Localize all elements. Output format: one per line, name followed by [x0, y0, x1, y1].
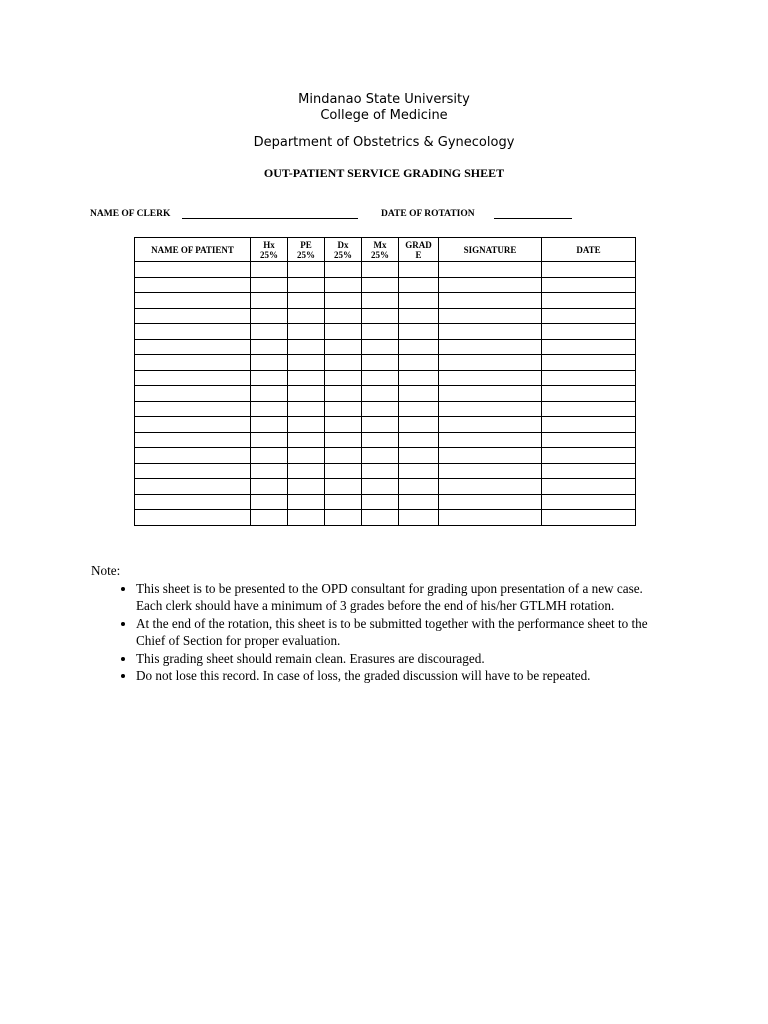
table-cell[interactable] — [362, 417, 399, 433]
table-cell[interactable] — [399, 510, 439, 526]
note-list — [91, 580, 671, 685]
table-cell[interactable] — [439, 293, 542, 309]
table-cell[interactable] — [399, 494, 439, 510]
table-cell[interactable] — [288, 277, 325, 293]
table-cell[interactable] — [288, 510, 325, 526]
table-cell[interactable] — [251, 370, 288, 386]
table-cell[interactable] — [439, 355, 542, 371]
table-cell[interactable] — [251, 308, 288, 324]
table-cell[interactable] — [362, 386, 399, 402]
table-cell[interactable] — [439, 494, 542, 510]
table-row — [135, 494, 636, 510]
table-cell[interactable] — [325, 479, 362, 495]
table-cell[interactable] — [542, 277, 636, 293]
table-cell[interactable] — [135, 386, 251, 402]
note-block — [91, 562, 671, 685]
table-cell[interactable] — [399, 479, 439, 495]
sheet-title: OUT-PATIENT SERVICE GRADING SHEET — [263, 166, 505, 180]
table-cell[interactable] — [325, 277, 362, 293]
table-cell[interactable] — [542, 401, 636, 417]
table-cell[interactable] — [439, 339, 542, 355]
table-cell[interactable] — [135, 432, 251, 448]
note-item: • At the end of the rotation, this sheet is to be submitted together with the performance sheet to the Chief of Section for proper evaluation. — [136, 615, 671, 650]
table-cell[interactable] — [288, 417, 325, 433]
clerk-name-blank[interactable] — [182, 218, 358, 219]
table-cell[interactable] — [288, 308, 325, 324]
table-row — [135, 293, 636, 309]
table-cell[interactable] — [325, 432, 362, 448]
table-cell[interactable] — [325, 339, 362, 355]
table-cell[interactable] — [542, 386, 636, 402]
table-cell[interactable] — [135, 355, 251, 371]
table-cell[interactable] — [325, 417, 362, 433]
table-cell[interactable] — [439, 432, 542, 448]
university-name: Mindanao State University — [298, 92, 470, 107]
table-cell[interactable] — [439, 463, 542, 479]
table-cell[interactable] — [251, 479, 288, 495]
table-cell[interactable] — [542, 324, 636, 340]
col-hx: Hx 25% — [251, 238, 288, 262]
table-cell[interactable] — [362, 370, 399, 386]
table-row — [135, 417, 636, 433]
table-cell[interactable] — [325, 293, 362, 309]
col-dx: Dx 25% — [325, 238, 362, 262]
table-row — [135, 339, 636, 355]
table-header-row — [135, 238, 636, 262]
table-cell[interactable] — [542, 262, 636, 278]
table-cell[interactable] — [439, 510, 542, 526]
clerk-name-label: NAME OF CLERK — [90, 209, 171, 219]
table-row — [135, 510, 636, 526]
table-cell[interactable] — [135, 324, 251, 340]
table-cell[interactable] — [439, 308, 542, 324]
table-cell[interactable] — [251, 463, 288, 479]
table-cell[interactable] — [325, 355, 362, 371]
col-grade: GRAD E — [399, 238, 439, 262]
table-cell[interactable] — [362, 479, 399, 495]
table-cell[interactable] — [439, 370, 542, 386]
table-cell[interactable] — [399, 277, 439, 293]
table-cell[interactable] — [251, 510, 288, 526]
table-cell[interactable] — [362, 339, 399, 355]
table-cell[interactable] — [288, 463, 325, 479]
table-cell[interactable] — [325, 401, 362, 417]
table-cell[interactable] — [399, 355, 439, 371]
table-cell[interactable] — [288, 494, 325, 510]
table-cell[interactable] — [325, 448, 362, 464]
table-cell[interactable] — [288, 293, 325, 309]
table-cell[interactable] — [439, 479, 542, 495]
col-signature: SIGNATURE — [439, 238, 542, 262]
table-cell[interactable] — [362, 324, 399, 340]
table-cell[interactable] — [251, 293, 288, 309]
table-cell[interactable] — [362, 401, 399, 417]
table-cell[interactable] — [288, 401, 325, 417]
table-cell[interactable] — [251, 339, 288, 355]
table-cell[interactable] — [399, 432, 439, 448]
table-cell[interactable] — [135, 417, 251, 433]
table-cell[interactable] — [135, 262, 251, 278]
table-cell[interactable] — [135, 339, 251, 355]
table-cell[interactable] — [135, 370, 251, 386]
table-cell[interactable] — [542, 308, 636, 324]
table-cell[interactable] — [362, 308, 399, 324]
table-cell[interactable] — [362, 277, 399, 293]
table-cell[interactable] — [251, 277, 288, 293]
table-cell[interactable] — [542, 293, 636, 309]
table-row — [135, 401, 636, 417]
table-cell[interactable] — [288, 370, 325, 386]
table-cell[interactable] — [439, 386, 542, 402]
table-cell[interactable] — [542, 463, 636, 479]
table-cell[interactable] — [362, 262, 399, 278]
table-cell[interactable] — [542, 448, 636, 464]
col-mx: Mx 25% — [362, 238, 399, 262]
table-cell[interactable] — [399, 262, 439, 278]
table-cell[interactable] — [542, 494, 636, 510]
table-cell[interactable] — [288, 262, 325, 278]
table-cell[interactable] — [135, 308, 251, 324]
table-cell[interactable] — [135, 494, 251, 510]
table-cell[interactable] — [288, 448, 325, 464]
note-item: • This grading sheet should remain clean. Erasures are discouraged. — [136, 650, 671, 668]
table-cell[interactable] — [399, 293, 439, 309]
table-row — [135, 324, 636, 340]
col-date: DATE — [542, 238, 636, 262]
table-row — [135, 370, 636, 386]
table-row — [135, 463, 636, 479]
table-cell[interactable] — [135, 510, 251, 526]
table-row — [135, 277, 636, 293]
table-cell[interactable] — [399, 324, 439, 340]
table-cell[interactable] — [135, 448, 251, 464]
table-cell[interactable] — [325, 370, 362, 386]
table-cell[interactable] — [288, 355, 325, 371]
table-cell[interactable] — [399, 386, 439, 402]
table-cell[interactable] — [362, 355, 399, 371]
table-cell[interactable] — [251, 401, 288, 417]
table-cell[interactable] — [362, 448, 399, 464]
table-cell[interactable] — [251, 417, 288, 433]
table-cell[interactable] — [362, 510, 399, 526]
grading-table — [134, 237, 636, 526]
table-cell[interactable] — [251, 386, 288, 402]
table-cell[interactable] — [325, 494, 362, 510]
rotation-date-label: DATE OF ROTATION — [381, 209, 475, 219]
table-row — [135, 262, 636, 278]
table-cell[interactable] — [325, 262, 362, 278]
note-label: Note: — [91, 563, 121, 578]
table-cell[interactable] — [542, 510, 636, 526]
table-cell[interactable] — [362, 432, 399, 448]
table-body — [135, 262, 636, 526]
table-cell[interactable] — [288, 479, 325, 495]
table-cell[interactable] — [542, 370, 636, 386]
table-cell[interactable] — [288, 386, 325, 402]
table-cell[interactable] — [251, 432, 288, 448]
table-cell[interactable] — [439, 324, 542, 340]
col-pe: PE 25% — [288, 238, 325, 262]
table-cell[interactable] — [325, 308, 362, 324]
table-cell[interactable] — [135, 401, 251, 417]
table-cell[interactable] — [542, 479, 636, 495]
table-cell[interactable] — [325, 510, 362, 526]
table-row — [135, 355, 636, 371]
table-cell[interactable] — [399, 448, 439, 464]
table-cell[interactable] — [251, 448, 288, 464]
note-item: • Do not lose this record. In case of loss, the graded discussion will have to be repeated. — [136, 667, 671, 685]
table-cell[interactable] — [439, 401, 542, 417]
table-cell[interactable] — [439, 277, 542, 293]
college-name: College of Medicine — [320, 108, 448, 123]
table-row — [135, 479, 636, 495]
table-cell[interactable] — [542, 355, 636, 371]
table-cell[interactable] — [288, 432, 325, 448]
table-row — [135, 308, 636, 324]
table-cell[interactable] — [135, 293, 251, 309]
table-cell[interactable] — [325, 324, 362, 340]
table-cell[interactable] — [135, 479, 251, 495]
table-cell[interactable] — [251, 324, 288, 340]
rotation-date-blank[interactable] — [494, 218, 572, 219]
table-cell[interactable] — [439, 448, 542, 464]
table-row — [135, 432, 636, 448]
table-cell[interactable] — [542, 417, 636, 433]
table-cell[interactable] — [135, 463, 251, 479]
table-cell[interactable] — [399, 370, 439, 386]
table-cell[interactable] — [251, 262, 288, 278]
department-name: Department of Obstetrics & Gynecology — [253, 135, 515, 150]
table-cell[interactable] — [542, 339, 636, 355]
table-cell[interactable] — [399, 463, 439, 479]
table-row — [135, 448, 636, 464]
table-cell[interactable] — [251, 355, 288, 371]
table-cell[interactable] — [439, 417, 542, 433]
table-cell[interactable] — [439, 262, 542, 278]
col-name-of-patient: NAME OF PATIENT — [135, 238, 251, 262]
table-cell[interactable] — [362, 293, 399, 309]
table-cell[interactable] — [399, 339, 439, 355]
table-cell[interactable] — [362, 494, 399, 510]
table-cell[interactable] — [542, 432, 636, 448]
table-cell[interactable] — [325, 386, 362, 402]
table-cell[interactable] — [399, 401, 439, 417]
table-cell[interactable] — [399, 308, 439, 324]
table-cell[interactable] — [362, 463, 399, 479]
table-cell[interactable] — [288, 324, 325, 340]
table-cell[interactable] — [325, 463, 362, 479]
note-item: • This sheet is to be presented to the OPD consultant for grading upon presentation of a new case. Each clerk should have a minimum of 3 grades before the end of his/her GTLMH rotation. — [136, 580, 671, 615]
table-cell[interactable] — [135, 277, 251, 293]
table-cell[interactable] — [288, 339, 325, 355]
table-row — [135, 386, 636, 402]
table-cell[interactable] — [399, 417, 439, 433]
table-cell[interactable] — [251, 494, 288, 510]
